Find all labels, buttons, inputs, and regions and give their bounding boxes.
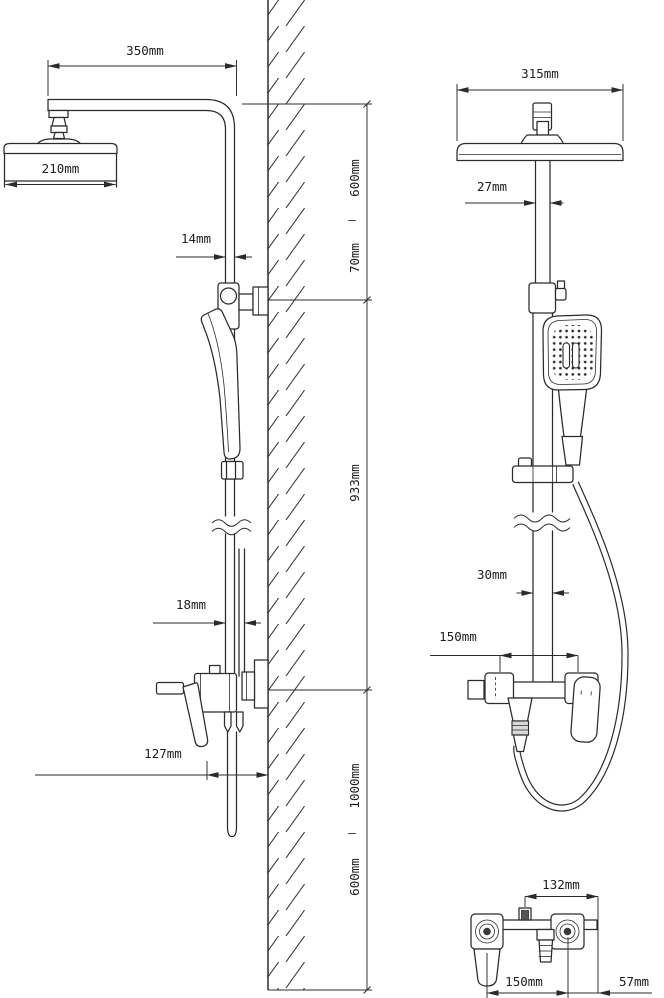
wall-hatch	[269, 0, 311, 990]
dim-head-width: 315mm	[521, 66, 559, 81]
dim-lower-span-separator: —	[348, 825, 356, 840]
dim-pipe-width: 14mm	[180, 231, 212, 246]
column-bracket-front	[529, 283, 556, 313]
shower-arm-inner	[48, 111, 226, 132]
hand-shower-neck-r	[581, 390, 587, 437]
bracket-wall-plate	[253, 287, 268, 315]
bracket-knob	[556, 289, 567, 301]
dim-column-to-edge: 132mm	[542, 877, 580, 892]
dim-lower-pipe-width: 30mm	[476, 567, 508, 582]
mixer-lever-pin-side	[157, 683, 184, 695]
plan-spout-neck	[537, 930, 554, 941]
bracket-knob-top	[558, 281, 565, 289]
mixer-spout-thread	[512, 721, 529, 735]
side-view	[4, 100, 268, 837]
swivel-pivot	[221, 288, 237, 304]
plan-column-stub-core	[522, 911, 529, 921]
dim-head-diameter: 210mm	[41, 161, 80, 176]
mixer-spout-neck	[508, 698, 532, 721]
dim-arm-length: 350mm	[126, 43, 164, 58]
wall-section	[268, 0, 311, 990]
joint-nut	[54, 133, 65, 139]
dim-lower-span-primary: 1000mm	[347, 763, 362, 809]
mixer-outlet-tail-2	[237, 712, 244, 732]
shower-arm-outer	[48, 100, 235, 132]
plan-left-center	[483, 928, 491, 936]
mixer-wall-flange-side	[255, 660, 269, 708]
mixer-top-stub	[210, 666, 221, 674]
slide-clamp-side-core	[227, 462, 236, 480]
dim-column-span: 933mm	[347, 464, 362, 502]
dim-upper-pipe-width: 27mm	[476, 179, 508, 194]
spray-slot-1	[563, 343, 570, 368]
hose-end-cap	[228, 827, 237, 837]
dim-edge-offset: 57mm	[618, 974, 650, 989]
overhead-shower-rim	[4, 144, 117, 154]
bracket-arm	[239, 294, 253, 310]
overhead-shower-front	[457, 144, 623, 161]
spray-slot-2	[573, 343, 580, 368]
mixer-lever-front	[570, 676, 600, 743]
front-view	[457, 103, 625, 808]
mixer-connector-side	[242, 672, 255, 700]
dim-upper-span-separator: —	[348, 212, 356, 227]
mixer-outlet-tail-1	[225, 712, 232, 732]
hand-shower-neck-l	[559, 390, 565, 437]
dim-handle-clearance: 127mm	[144, 746, 182, 761]
dim-inlet-spacing-front: 150mm	[439, 629, 477, 644]
side-view-dimensions	[6, 43, 373, 994]
dim-upper-span-primary: 600mm	[347, 159, 362, 197]
slide-clamp-front	[513, 466, 574, 483]
hand-shower-cone	[562, 437, 583, 466]
slide-clamp-tab	[519, 458, 532, 467]
plan-right-center	[564, 928, 572, 936]
joint-cone	[52, 118, 66, 127]
dim-inlet-spacing-plan: 150mm	[505, 974, 543, 989]
dim-upper-span-secondary: 70mm	[347, 242, 362, 274]
joint-ring	[51, 126, 67, 133]
arm-mount	[49, 111, 68, 118]
mixer-left-end	[468, 681, 484, 700]
mixer-lever-front-group	[570, 676, 600, 743]
dim-pipe-hose-width: 18mm	[175, 597, 207, 612]
joint-nut-front	[537, 122, 549, 136]
dim-lower-span-secondary: 600mm	[347, 858, 362, 896]
